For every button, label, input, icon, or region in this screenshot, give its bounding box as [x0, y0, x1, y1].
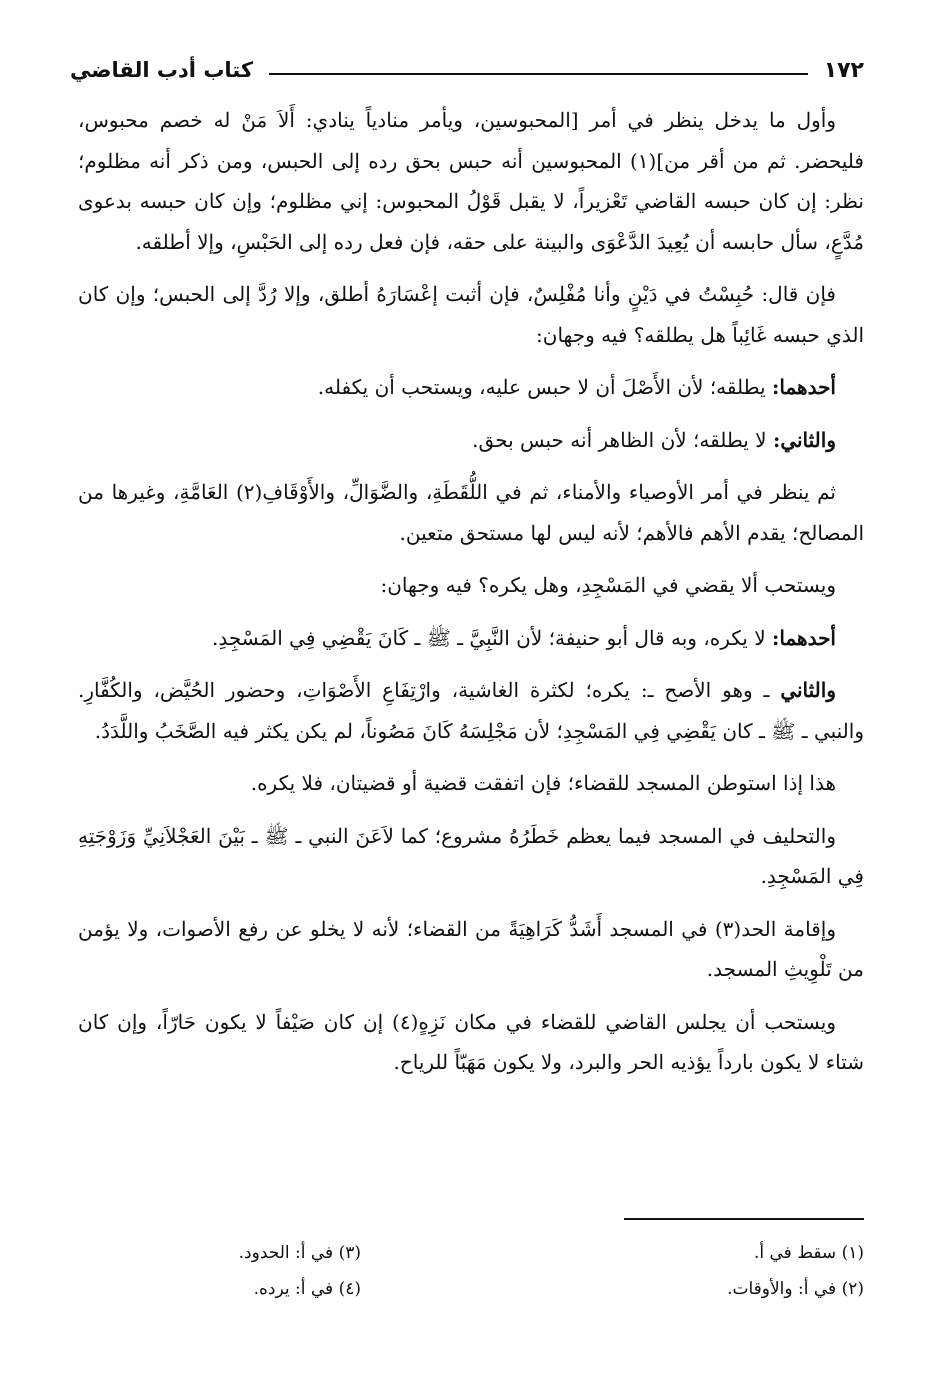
paragraph-lead: والثاني:: [772, 427, 836, 452]
running-title: كتاب أدب القاضي: [70, 58, 254, 82]
paragraph: [78, 420, 864, 461]
paragraph: [78, 367, 864, 408]
paragraph-text: ويستحب ألا يقضي في المَسْجِدِ، وهل يكره؟ فيه وجهان:: [380, 573, 836, 597]
paragraph-lead: والثاني: [780, 678, 836, 702]
paragraph: [78, 670, 864, 751]
paragraph-text: لا يكره، وبه قال أبو حنيفة؛ لأن النَّبِيَّ ـ ﷺ ـ كَانَ يَقْضِي فِي المَسْجِدِ.: [212, 625, 772, 650]
paragraph: [78, 274, 864, 355]
paragraph-text: وإقامة الحد(٣) في المسجد أَشَدُّ كَرَاهِيَةً من القضاء؛ لأنه لا يخلو عن رفع الأصوات، ولا يؤمن من تَلْوِيثِ المسجد.: [78, 916, 864, 981]
paragraph: [78, 816, 864, 897]
paragraph: [78, 100, 864, 262]
footnote: (٣) في أ: الحدود.: [238, 1243, 361, 1263]
paragraph: [78, 565, 864, 606]
paragraph-text: لا يطلقه؛ لأن الظاهر أنه حبس بحق.: [472, 427, 773, 452]
paragraph-text: ثم ينظر في أمر الأوصياء والأمناء، ثم في اللُّقَطَةِ، والضَّوَالِّ، والأَوْقَافِ(٢) العَامَّةِ، وغيرها من المصالح؛ يقدم الأهم فالأهم؛ لأنه ليس لها مستحق متعين.: [78, 480, 864, 545]
paragraph-text: يطلقه؛ لأن الأَصْلَ أن لا حبس عليه، ويستحب أن يكفله.: [317, 375, 772, 399]
paragraph-lead: أحدهما:: [771, 625, 836, 650]
footnote: (٤) في أ: يرده.: [253, 1279, 361, 1299]
header-rule: [269, 73, 808, 75]
paragraph-text: وأول ما يدخل ينظر في أمر [المحبوسين، ويأمر منادياً ينادي: أَلاَ مَنْ له خصم محبوس، فليحضر. ثم من أقر من](١) المحبوسين أنه حبس بحق رده إلى الحبس، ومن ذكر أنه مظلوم؛ نظر: إن كان حبسه القاضي تَعْزيراً، لا يقبل قَوْلُ المحبوس: إني مظلوم؛ وإن كان حبسه بدعوى مُدَّعٍ، سأل حابسه أن يُعِيدَ الدَّعْوَى والبينة على حقه، فإن فعل رده إلى الحَبْسِ، وإلا أطلقه.: [78, 108, 864, 254]
paragraph-text: ويستحب أن يجلس القاضي للقضاء في مكان نَزِهٍ(٤) إن كان صَيْفاً لا يكون حَارّاً، وإن كان شتاء لا يكون بارداً يؤذيه الحر والبرد، ولا يكون مَهَبّاً للرياح.: [78, 1009, 864, 1074]
paragraph-text: ـ وهو الأصح ـ: يكره؛ لكثرة الغاشية، وارْتِفَاعِ الأَصْوَاتِ، وحضور الحُيَّض، والكُفَّارِ. والنبي ـ ﷺ ـ كان يَقْضِي فِي المَسْجِدِ؛ لأن مَجْلِسَهُ كَانَ مَصُوناً، لم يكن يكثر فيه الصَّخَبُ واللَّدَدُ.: [78, 678, 864, 743]
footnote-separator: [624, 1218, 864, 1220]
paragraph-text: فإن قال: حُبِسْتُ في دَيْنٍ وأنا مُفْلِسٌ، فإن أثبت إعْسَارَهُ أطلق، وإلا رُدَّ إلى الحبس؛ وإن كان الذي حبسه غَائِباً هل يطلقه؟ فيه وجهان:: [78, 282, 864, 347]
paragraph: [78, 472, 864, 553]
paragraph-text: هذا إذا استوطن المسجد للقضاء؛ فإن اتفقت قضية أو قضيتان، فلا يكره.: [250, 771, 836, 795]
paragraph-text: والتحليف في المسجد فيما يعظم خَطَرُهُ مشروع؛ كما لاَعَنَ النبي ـ ﷺ ـ بَيْنَ العَجْلاَنِيِّ وَزَوْجَتِهِ فِي المَسْجِدِ.: [78, 823, 864, 888]
paragraph: [78, 909, 864, 990]
footnote: (١) سقط في أ.: [753, 1243, 864, 1263]
page-number: ١٧٢: [823, 57, 864, 83]
paragraph: [78, 1002, 864, 1083]
footnotes: [78, 1238, 864, 1304]
main-text: [78, 100, 864, 1095]
footnote: (٢) في أ: والأوقات.: [727, 1279, 864, 1299]
page-header: [70, 52, 864, 88]
paragraph-lead: أحدهما:: [771, 375, 836, 399]
paragraph: [78, 763, 864, 804]
paragraph: [78, 618, 864, 659]
